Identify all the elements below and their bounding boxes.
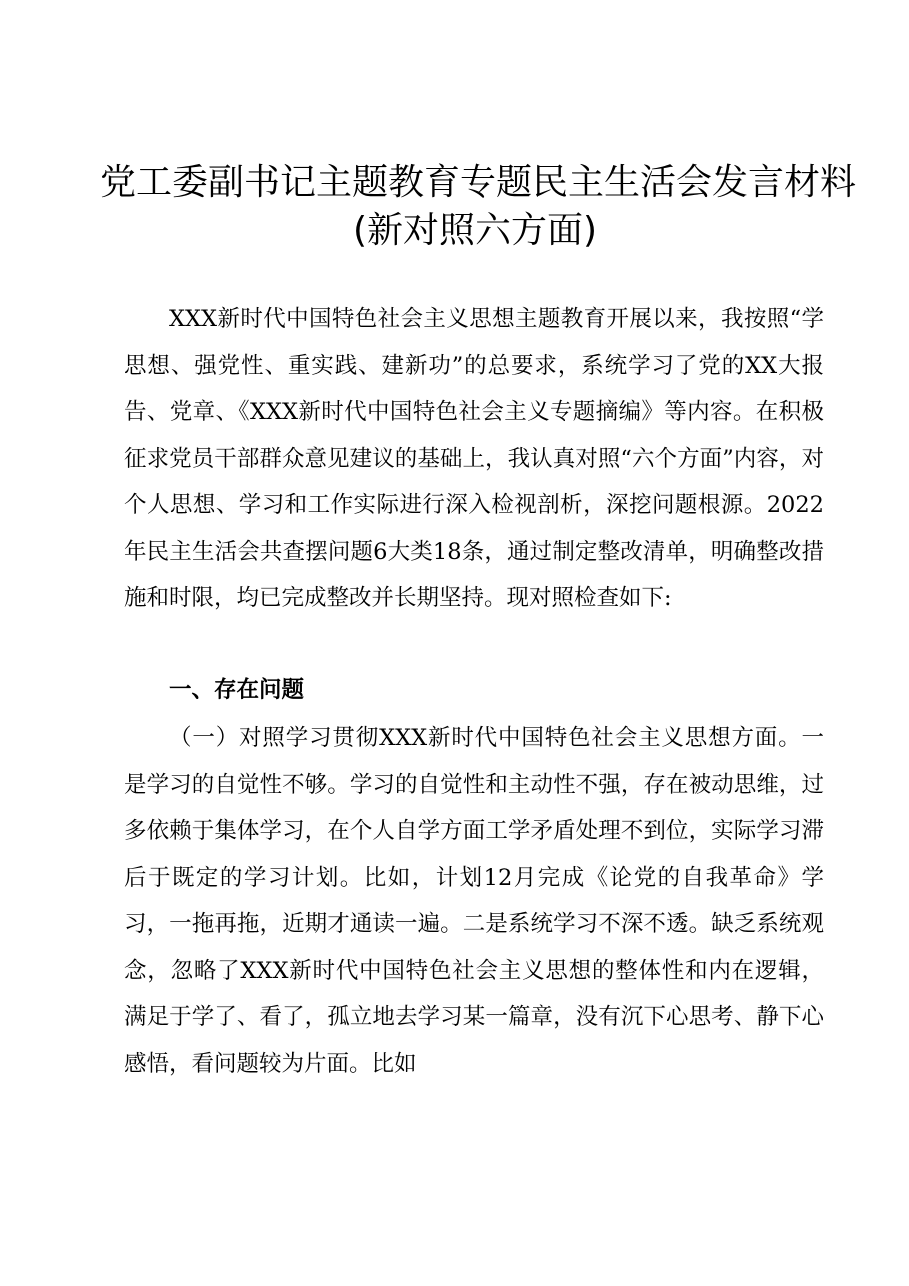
document-title-line-2: (新对照六方面) (352, 210, 598, 251)
section-paragraph: （一）对照学习贯彻XXX新时代中国特色社会主义思想方面。一是学习的自觉性不够。学习的自觉性和主动性不强，存在被动思维，过多依赖于集体学习，在个人自学方面工学矛盾处理不到位，实际学习滞后于既定的学习计划。比如，计划12月完成《论党的自我革命》学习，一拖再拖，近期才通读一遍。二是系统学习不深不透。缺乏系统观念，忽略了XXX新时代中国特色社会主义思想的整体性和内在逻辑，满足于学了、看了，孤立地去学习某一篇章，没有沉下心思考、静下心感悟，看问题较为片面。比如 (124, 725, 824, 1077)
intro-paragraph: XXX新时代中国特色社会主义思想主题教育开展以来，我按照“学思想、强党性、重实践、建新功”的总要求，系统学习了党的XX大报告、党章、《XXX新时代中国特色社会主义专题摘编》等内容。在积极征求党员干部群众意见建议的基础上，我认真对照“六个方面”内容，对个人思想、学习和工作实际进行深入检视剖析，深挖问题根源。2022年民主生活会共查摆问题6大类18条，通过制定整改清单，明确整改措施和时限，均已完成整改并长期坚持。现对照检查如下: (124, 306, 824, 611)
section-heading: 一、存在问题 (169, 677, 305, 703)
document-title-line-1: 党工委副书记主题教育专题民主生活会发言材料 (100, 162, 857, 203)
